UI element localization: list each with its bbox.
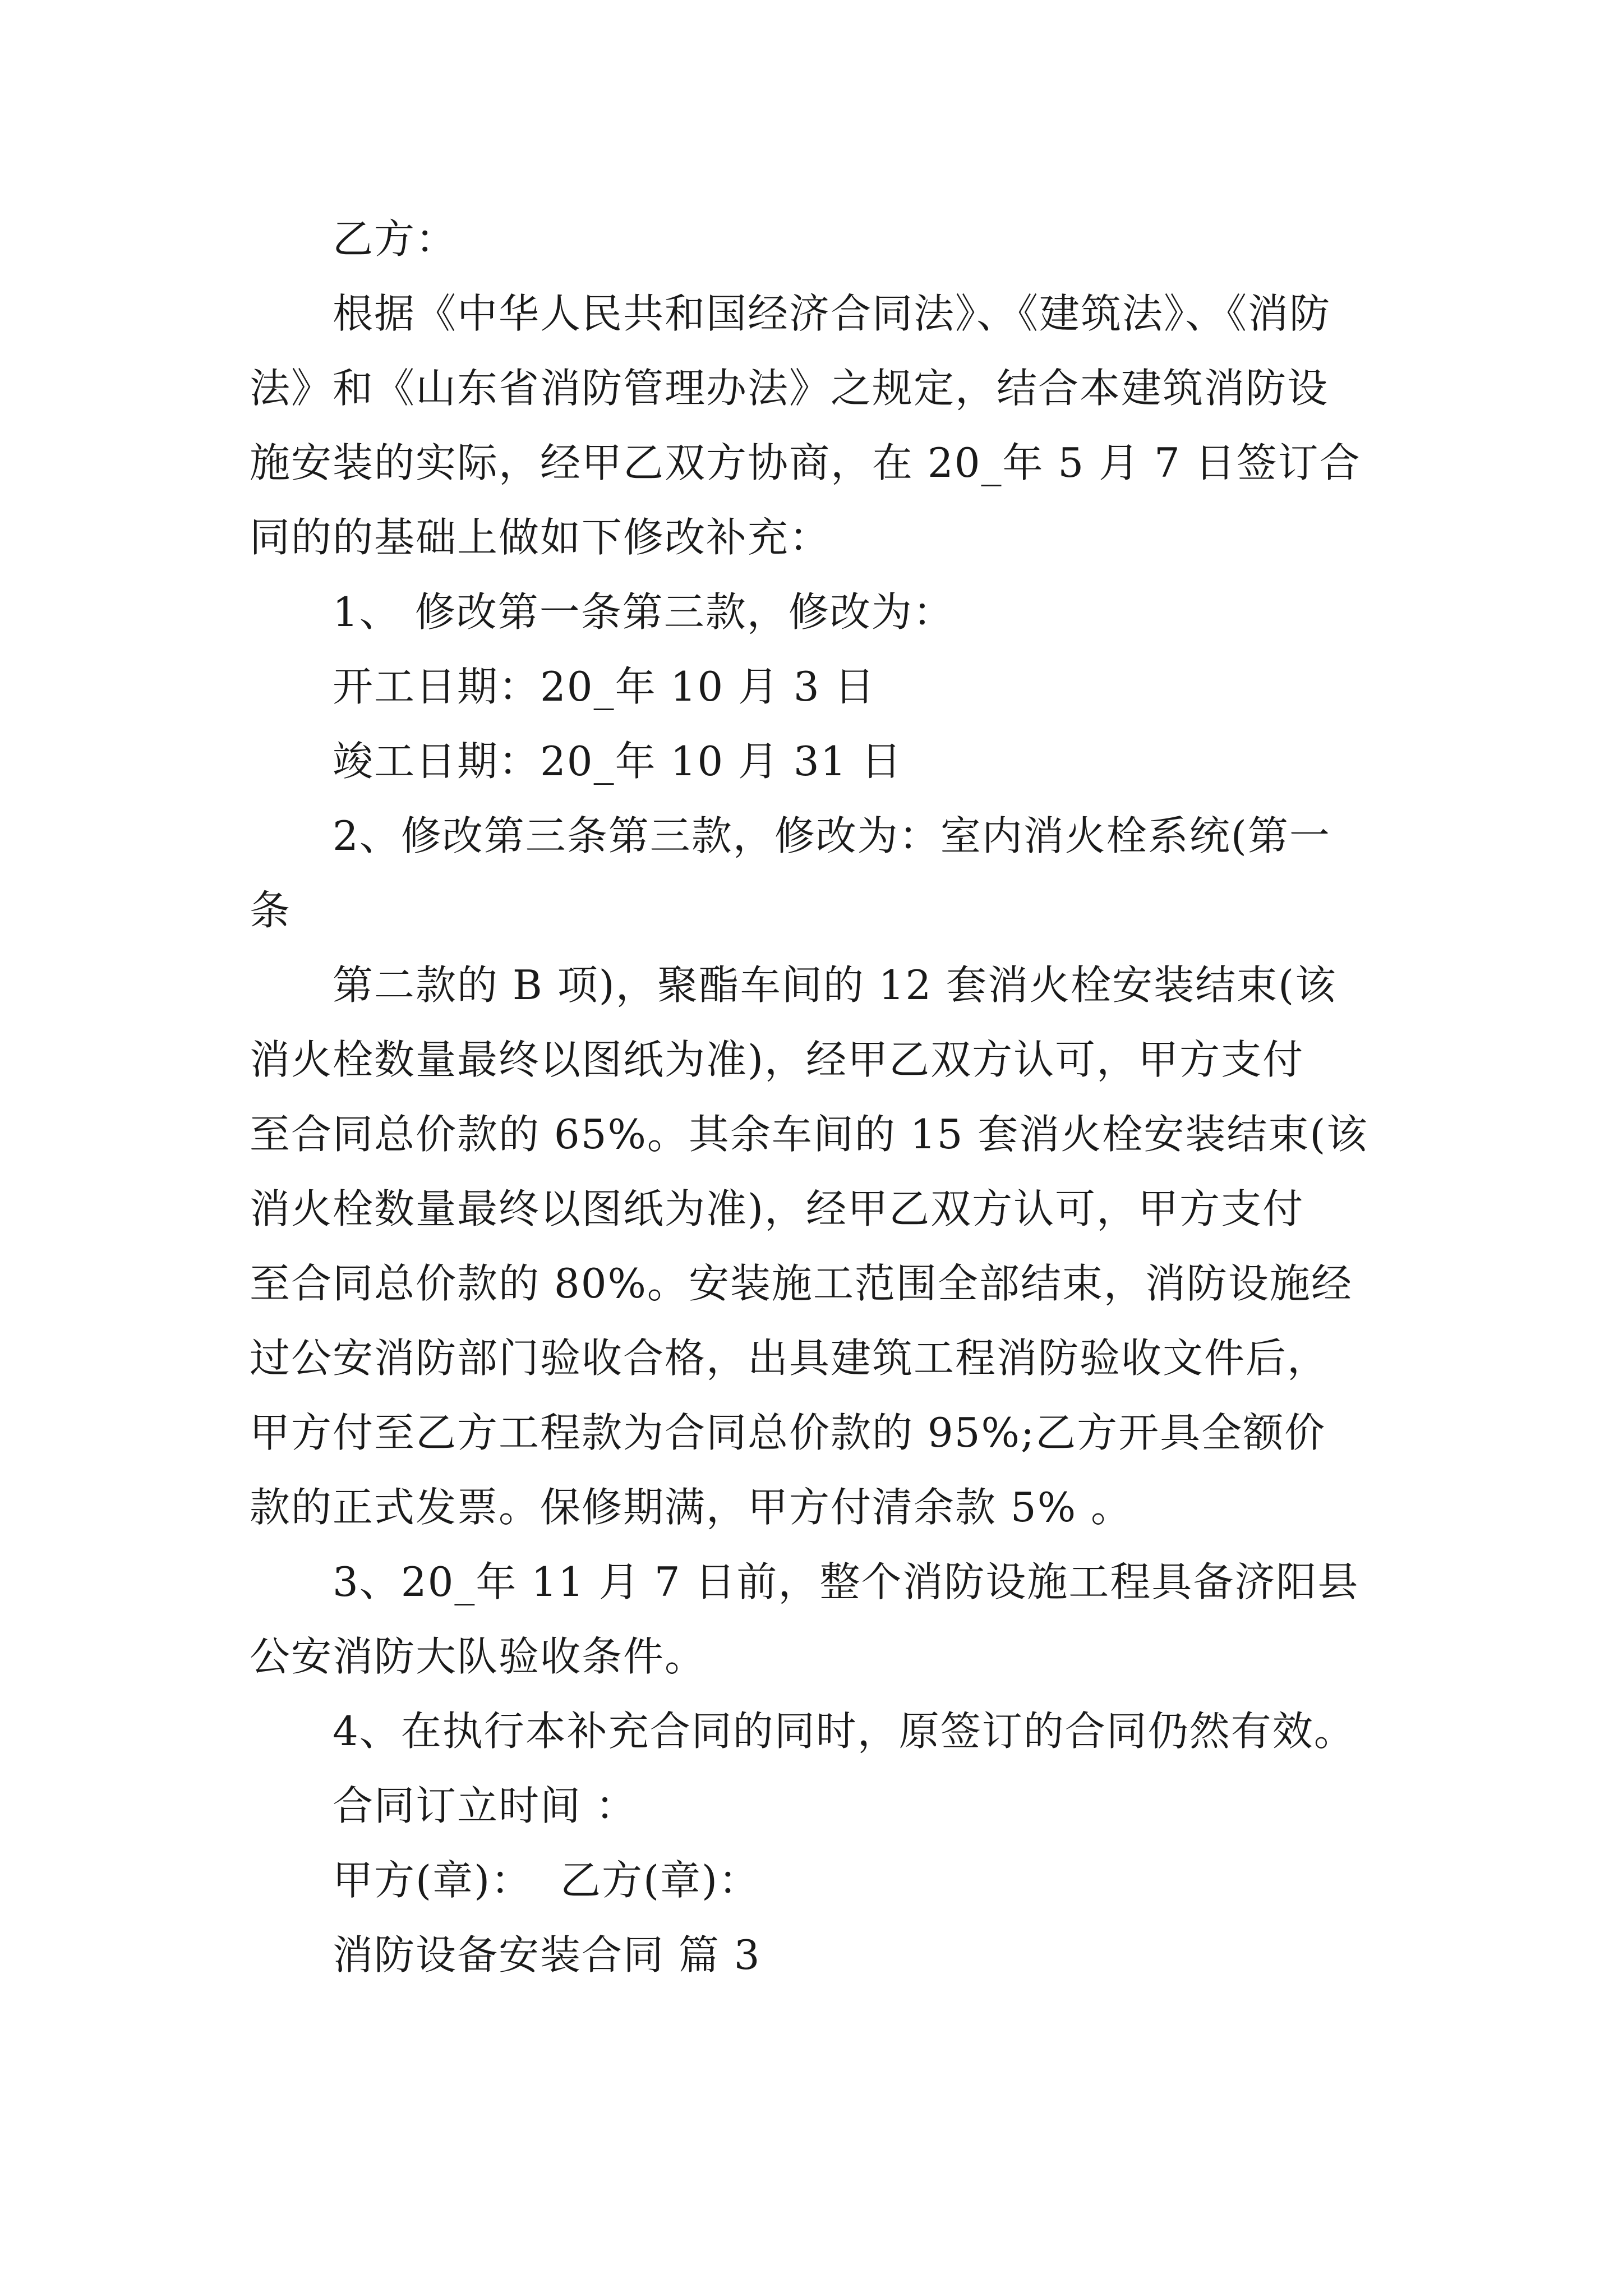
item-2-body-line-3: 至合同总价款的 65%。其余车间的 15 套消火栓安装结束(该 (250, 1111, 1368, 1158)
signatures-line: 甲方(章)： 乙方(章)： (333, 1857, 760, 1904)
item-2-body-line-5: 至合同总价款的 80%。安装施工范围全部结束，消防设施经 (250, 1260, 1353, 1307)
item-3-line-1: 3、20_年 11 月 7 日前，整个消防设施工程具备济阳县 (333, 1558, 1359, 1605)
start-date-line: 开工日期：20_年 10 月 3 日 (333, 663, 876, 710)
item-3 (250, 1545, 1377, 1694)
party-b-line: 乙方： (333, 215, 458, 263)
intro-line-2: 法》和《山东省消防管理办法》之规定，结合本建筑消防设 (250, 365, 1329, 412)
next-section-title: 消防设备安装合同 篇 3 (333, 1931, 761, 1978)
intro-line-4: 同的的基础上做如下修改补充： (250, 514, 831, 561)
document-body (250, 202, 1377, 1993)
item-2-body-line-1: 第二款的 B 项)，聚酯车间的 12 套消火栓安装结束(该 (333, 961, 1337, 1009)
item-2-heading-line-1: 2、修改第三条第三款，修改为：室内消火栓系统(第一 (333, 812, 1331, 859)
item-2-body-line-6: 过公安消防部门验收合格，出具建筑工程消防验收文件后， (250, 1335, 1329, 1382)
item-2-body-line-2: 消火栓数量最终以图纸为准)，经甲乙双方认可，甲方支付 (250, 1036, 1304, 1083)
item-4-line: 4、在执行本补充合同的同时，原签订的合同仍然有效。 (333, 1708, 1355, 1755)
intro-line-3: 施安装的实际，经甲乙双方协商，在 20_年 5 月 7 日签订合 (250, 439, 1361, 486)
item-2-body (250, 948, 1377, 1545)
item-2-heading (250, 799, 1377, 948)
item-2-heading-line-2: 条 (250, 887, 292, 934)
intro-line-1: 根据《中华人民共和国经济合同法》、《建筑法》、《消防 (333, 290, 1331, 337)
item-2-body-line-4: 消火栓数量最终以图纸为准)，经甲乙双方认可，甲方支付 (250, 1185, 1304, 1232)
item-2-body-line-7: 甲方付至乙方工程款为合同总价款的 95%;乙方开具全额价 (250, 1409, 1326, 1456)
sign-time-line: 合同订立时间 ： (333, 1782, 637, 1829)
item-3-line-2: 公安消防大队验收条件。 (250, 1633, 707, 1680)
item-2-body-line-8: 款的正式发票。保修期满，甲方付清余款 5% 。 (250, 1484, 1132, 1531)
item-1-heading: 1、 修改第一条第三款，修改为： (333, 588, 955, 636)
end-date-line: 竣工日期：20_年 10 月 31 日 (333, 738, 903, 785)
intro-paragraph (250, 277, 1377, 575)
